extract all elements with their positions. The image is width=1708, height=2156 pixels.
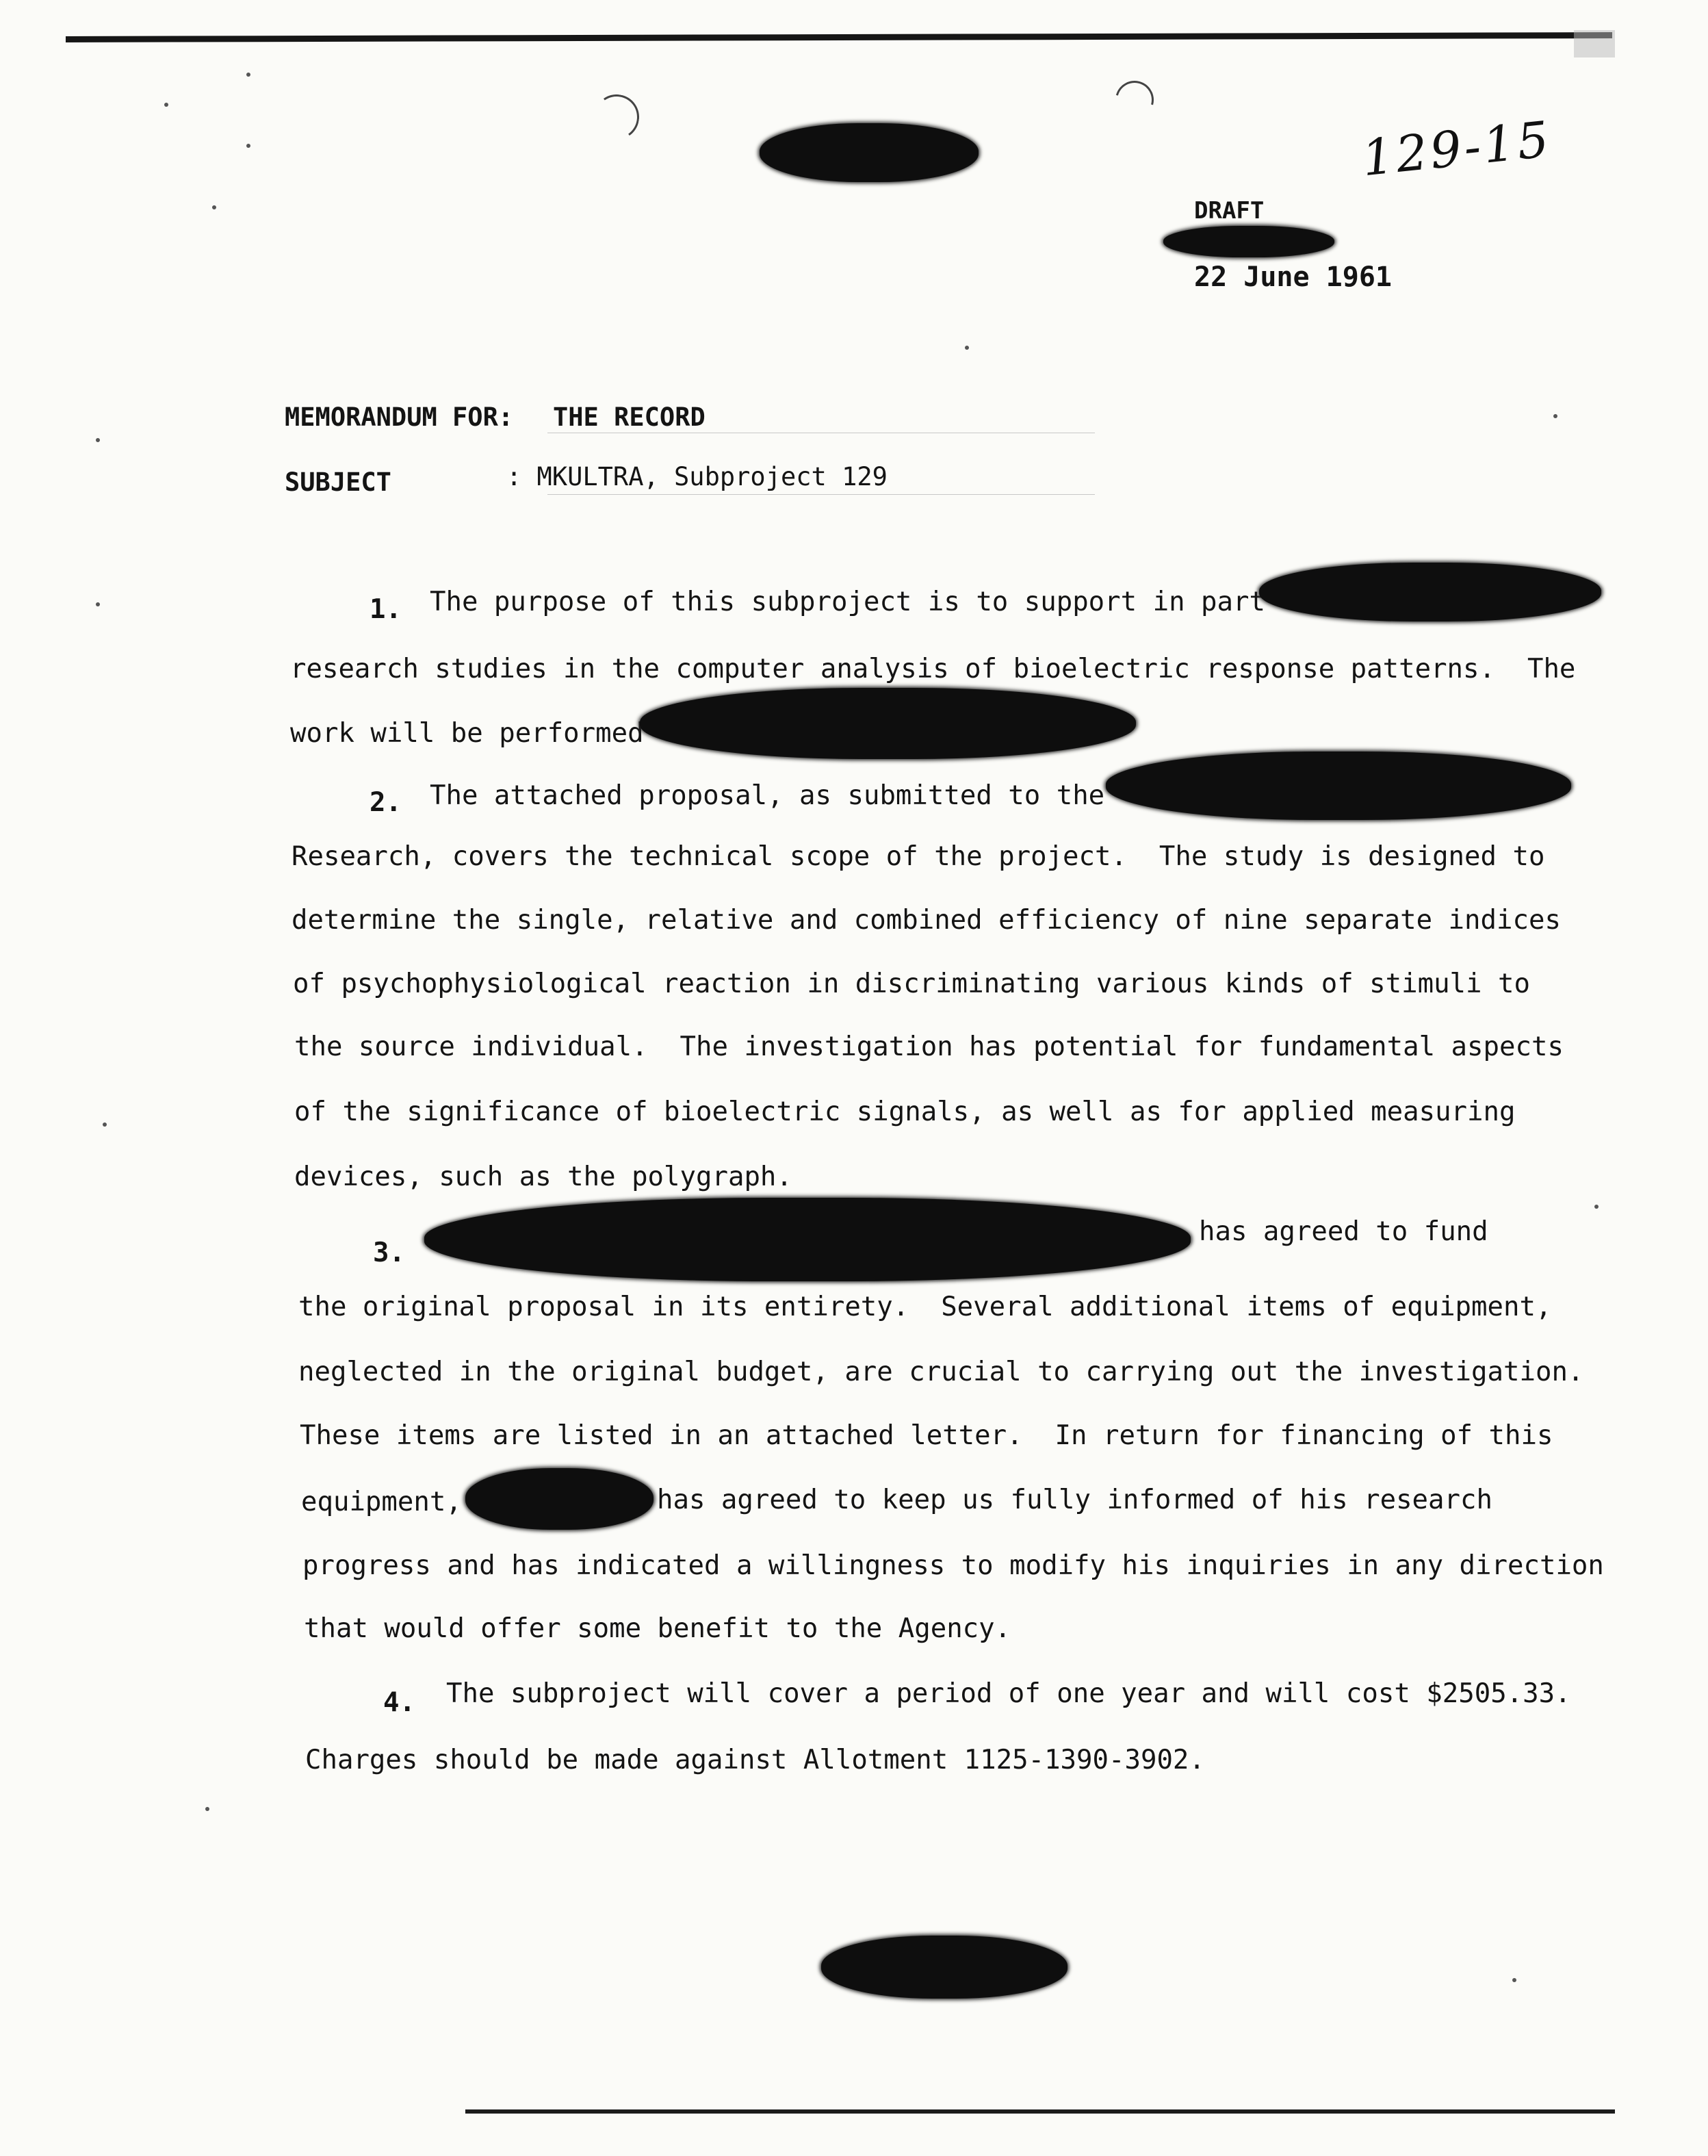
handwritten-file-number: 129-15 (1359, 110, 1555, 188)
punch-hole-mark (1109, 74, 1161, 126)
redacted-text (424, 1198, 1191, 1281)
paragraph-2-line: devices, such as the polygraph. (294, 1162, 792, 1192)
redacted-classification-bottom (821, 1936, 1068, 1999)
paragraph-1-line: The purpose of this subproject is to support in part (430, 587, 1265, 617)
top-rule (66, 32, 1612, 42)
scan-speck (205, 1807, 209, 1811)
draft-label: DRAFT (1194, 197, 1265, 224)
scan-speck (246, 73, 250, 77)
redacted-draft-marking (1163, 226, 1334, 257)
paragraph-2-number: 2. (370, 787, 402, 818)
paragraph-3-line: progress and has indicated a willingness to modify his inquiries in any direction (302, 1550, 1604, 1581)
scan-edge-mark (1574, 30, 1615, 57)
redacted-text (1106, 752, 1571, 820)
paragraph-3-line: the original proposal in its entirety. Several additional items of equipment, (298, 1292, 1552, 1322)
paragraph-2-line: Research, covers the technical scope of the project. The study is designed to (292, 841, 1545, 872)
memo-for-value: THE RECORD (553, 402, 706, 432)
paragraph-1-number: 1. (370, 594, 402, 625)
guide-line (547, 494, 1095, 495)
redacted-text (640, 688, 1136, 759)
scan-speck (965, 346, 969, 350)
paragraph-2-line: of psychophysiological reaction in discriminating various kinds of stimuli to (293, 968, 1530, 999)
scan-speck (96, 438, 100, 442)
paragraph-3-number: 3. (373, 1237, 405, 1268)
scan-speck (212, 205, 216, 209)
punch-hole-mark (591, 91, 643, 143)
paragraph-3-line: neglected in the original budget, are crucial to carrying out the investigation. (298, 1357, 1584, 1387)
document-date: 22 June 1961 (1194, 261, 1392, 293)
scan-speck (1594, 1205, 1599, 1209)
redacted-name (465, 1468, 654, 1530)
paragraph-1-line: research studies in the computer analysis of bioelectric response patterns. The (290, 654, 1576, 684)
bottom-rule (465, 2109, 1615, 2114)
subject-value: : MKULTRA, Subproject 129 (506, 462, 888, 491)
paragraph-2-line: The attached proposal, as submitted to the (430, 780, 1105, 811)
paragraph-2-line: of the significance of bioelectric signals, as well as for applied measuring (294, 1096, 1516, 1127)
redacted-classification-top (760, 123, 979, 182)
scan-speck (246, 144, 250, 148)
scan-speck (96, 602, 100, 606)
paragraph-2-line: determine the single, relative and combined efficiency of nine separate indices (292, 905, 1561, 936)
paragraph-2-line: the source individual. The investigation has potential for fundamental aspects (294, 1031, 1564, 1062)
memo-for-label: MEMORANDUM FOR: (285, 402, 514, 432)
scan-speck (103, 1122, 107, 1127)
scan-speck (164, 103, 168, 107)
paragraph-3-line: has agreed to fund (1199, 1216, 1488, 1247)
scan-speck (1512, 1978, 1516, 1982)
paragraph-1-line: work will be performed (290, 718, 644, 749)
paragraph-3-line: has agreed to keep us fully informed of his research (657, 1485, 1492, 1515)
paragraph-4-number: 4. (383, 1687, 415, 1718)
paragraph-4-line: The subproject will cover a period of one year and will cost $2505.33. (446, 1678, 1571, 1709)
paragraph-4-line: Charges should be made against Allotment 1125-1390-3902. (305, 1745, 1205, 1775)
paragraph-3-line: that would offer some benefit to the Agency. (304, 1613, 1011, 1644)
scan-speck (1553, 414, 1557, 418)
redacted-text (1259, 563, 1601, 621)
paragraph-3-line: equipment, (301, 1487, 462, 1517)
subject-label: SUBJECT (285, 467, 391, 497)
paragraph-3-line: These items are listed in an attached letter. In return for financing of this (300, 1420, 1553, 1451)
